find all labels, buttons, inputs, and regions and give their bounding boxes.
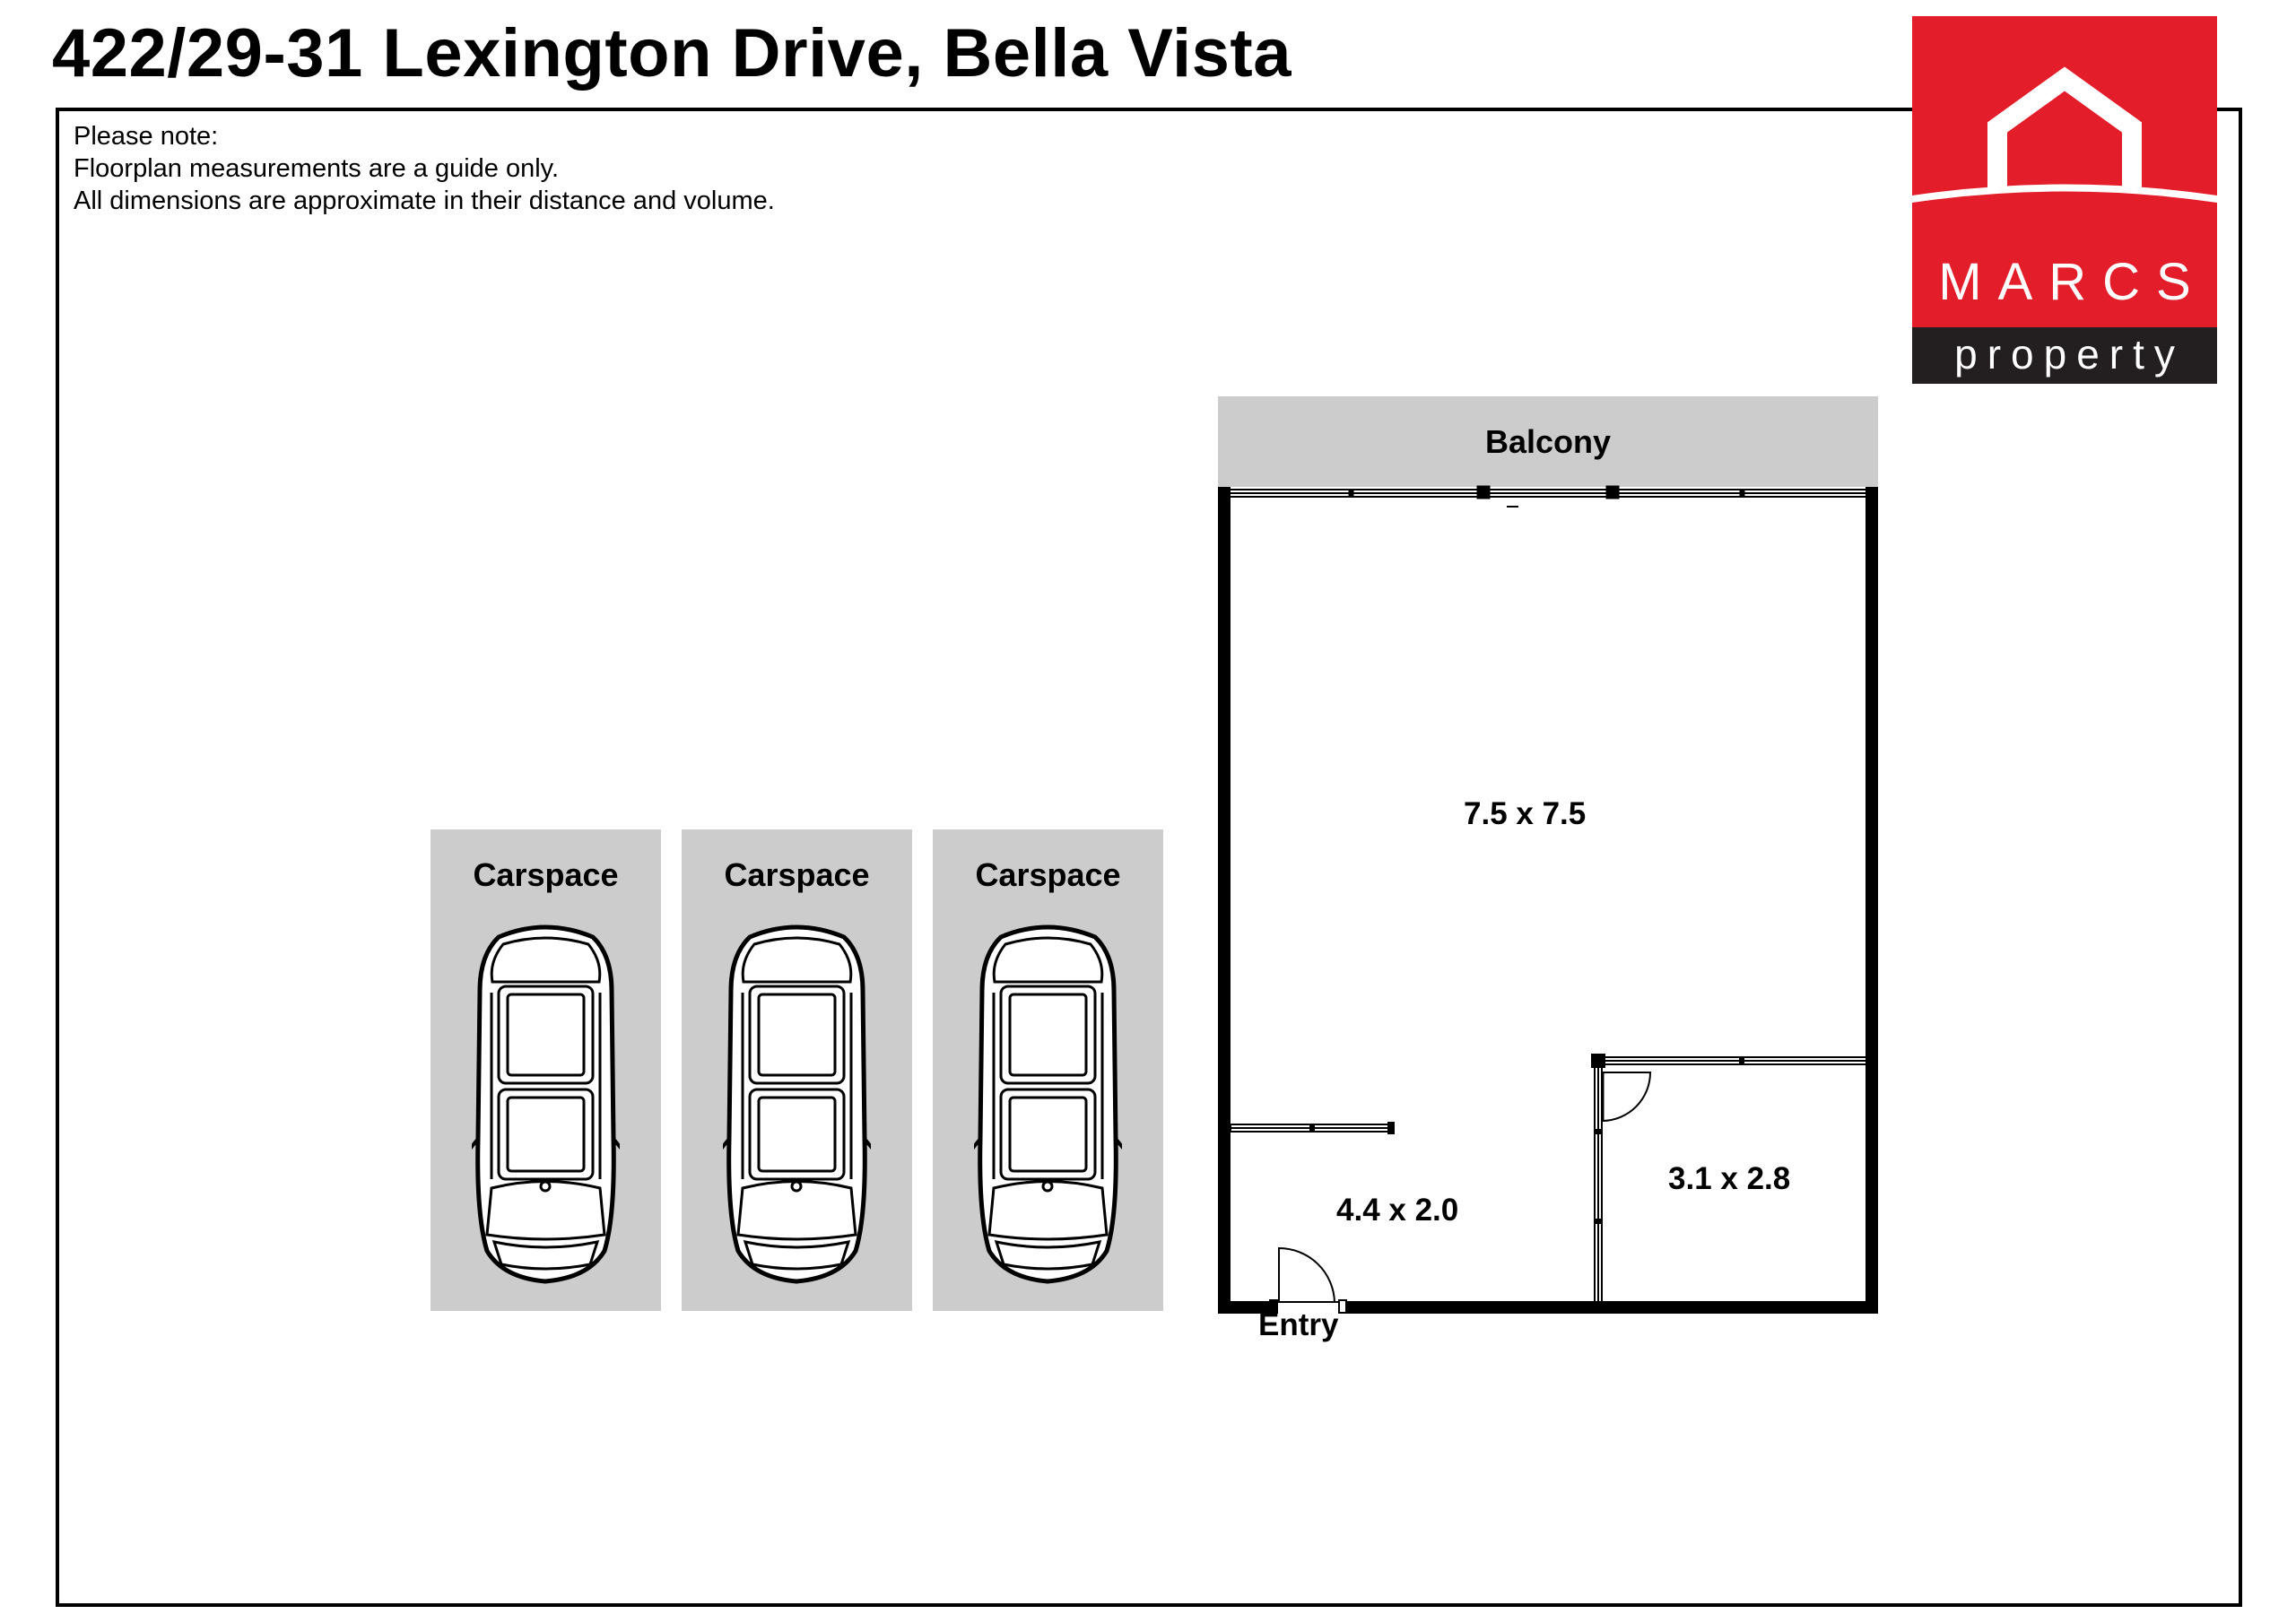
note-heading: Please note: xyxy=(74,122,219,151)
entry-label: Entry xyxy=(1258,1307,1339,1342)
note-line: All dimensions are approximate in their distance and volume. xyxy=(74,187,775,215)
carspace-label: Carspace xyxy=(473,856,619,893)
main-room-dimensions: 7.5 x 7.5 xyxy=(1464,796,1587,831)
balcony-doors xyxy=(1230,486,1866,507)
door-icon xyxy=(1603,1072,1650,1121)
page-title: 422/29-31 Lexington Drive, Bella Vista xyxy=(52,15,1292,91)
note-line: Floorplan measurements are a guide only. xyxy=(74,154,560,183)
balcony-label: Balcony xyxy=(1484,423,1612,460)
carspace-label: Carspace xyxy=(975,856,1121,893)
partition-left xyxy=(1231,1123,1394,1133)
logo-brand: MARCS xyxy=(1938,253,2207,311)
carspace-label: Carspace xyxy=(724,856,870,893)
side-room-dimensions: 3.1 x 2.8 xyxy=(1668,1161,1791,1196)
logo-sub: property xyxy=(1912,327,2217,384)
entry-room-dimensions: 4.4 x 2.0 xyxy=(1336,1193,1459,1228)
entry-door-icon xyxy=(1270,1248,1346,1313)
